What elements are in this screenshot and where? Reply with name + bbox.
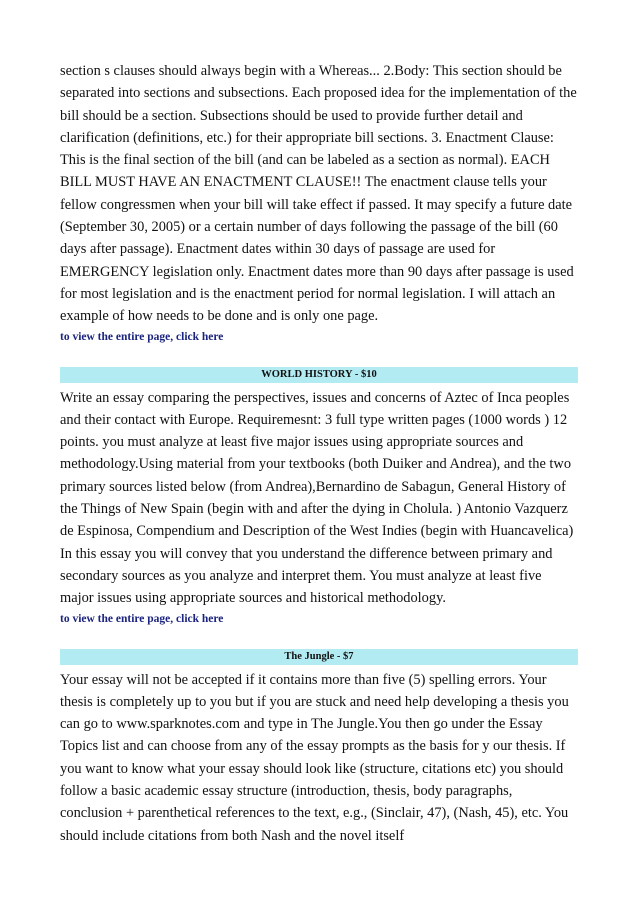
enactment-clause-paragraph: section s clauses should always begin with a Whereas... 2.Body: This section should be separated into sections and subsections. Each proposed idea for the implementation of the bill should be a section. Subsections should be used to provide further detail and clarification (definitions, etc.) for their appropriate bill sections. 3. Enactment Clause: This is the final section of the bill (and can be labeled as a section as normal). EACH BILL MUST HAVE AN ENACTMENT CLAUSE!! The enactment clause tells your fellow congressmen when your bill will take effect if passed. It may specify a future date (September 30, 2005) or a certain number of days following the passage of the bill (60 days after passage). Enactment dates within 30 days of passage are used for EMERGENCY legislation only. Enactment dates more than 90 days after passage is used for most legislation and is the enactment period for normal legislation. I will attach an example of how needs to be done and is only one page. <box>60 63 577 325</box>
view-entire-page-link-2[interactable]: to view the entire page, click here <box>60 612 224 625</box>
world-history-paragraph: Write an essay comparing the perspectives, issues and concerns of Aztec of Inca peoples and their contact with Europe. Requiremesnt: 3 full type written pages (1000 words ) 12 points. you must analyze at least five major issues using appropriate sources and methodology.Using material from your textbooks (both Duiker and Andrea), and the two primary sources listed below (from Andrea),Bernardino de Sabagun, General History of the Things of New Spain (begin with and after the dying in Cholula. ) Antonio Vazquerz de Espinosa, Compendium and Description of the West Indies (begin with Huancavelica) In this essay you will convey that you understand the difference between primary and secondary sources as you analyze and interpret them. You must analyze at least five major issues using appropriate sources and historical methodology. <box>60 389 574 607</box>
the-jungle-heading: The Jungle - $7 <box>60 649 578 665</box>
world-history-heading: WORLD HISTORY - $10 <box>60 367 578 383</box>
the-jungle-paragraph: Your essay will not be accepted if it contains more than five (5) spelling errors. Your thesis is completely up to you but if you are stuck and need help developing a thesis you can go to www.sparknotes.com and type in The Jungle.You then go under the Essay Topics list and can choose from any of the essay prompts as the basis for y our thesis. If you want to know what your essay should look like (structure, citations etc) you should follow a basic academic essay structure (introduction, thesis, body paragraphs, conclusion + parenthetical references to the text, e.g., (Sinclair, 47), (Nash, 45), etc. You should include citations from both Nash and the novel itself <box>60 671 569 844</box>
document-page <box>60 60 578 847</box>
view-entire-page-link-1[interactable]: to view the entire page, click here <box>60 330 224 343</box>
